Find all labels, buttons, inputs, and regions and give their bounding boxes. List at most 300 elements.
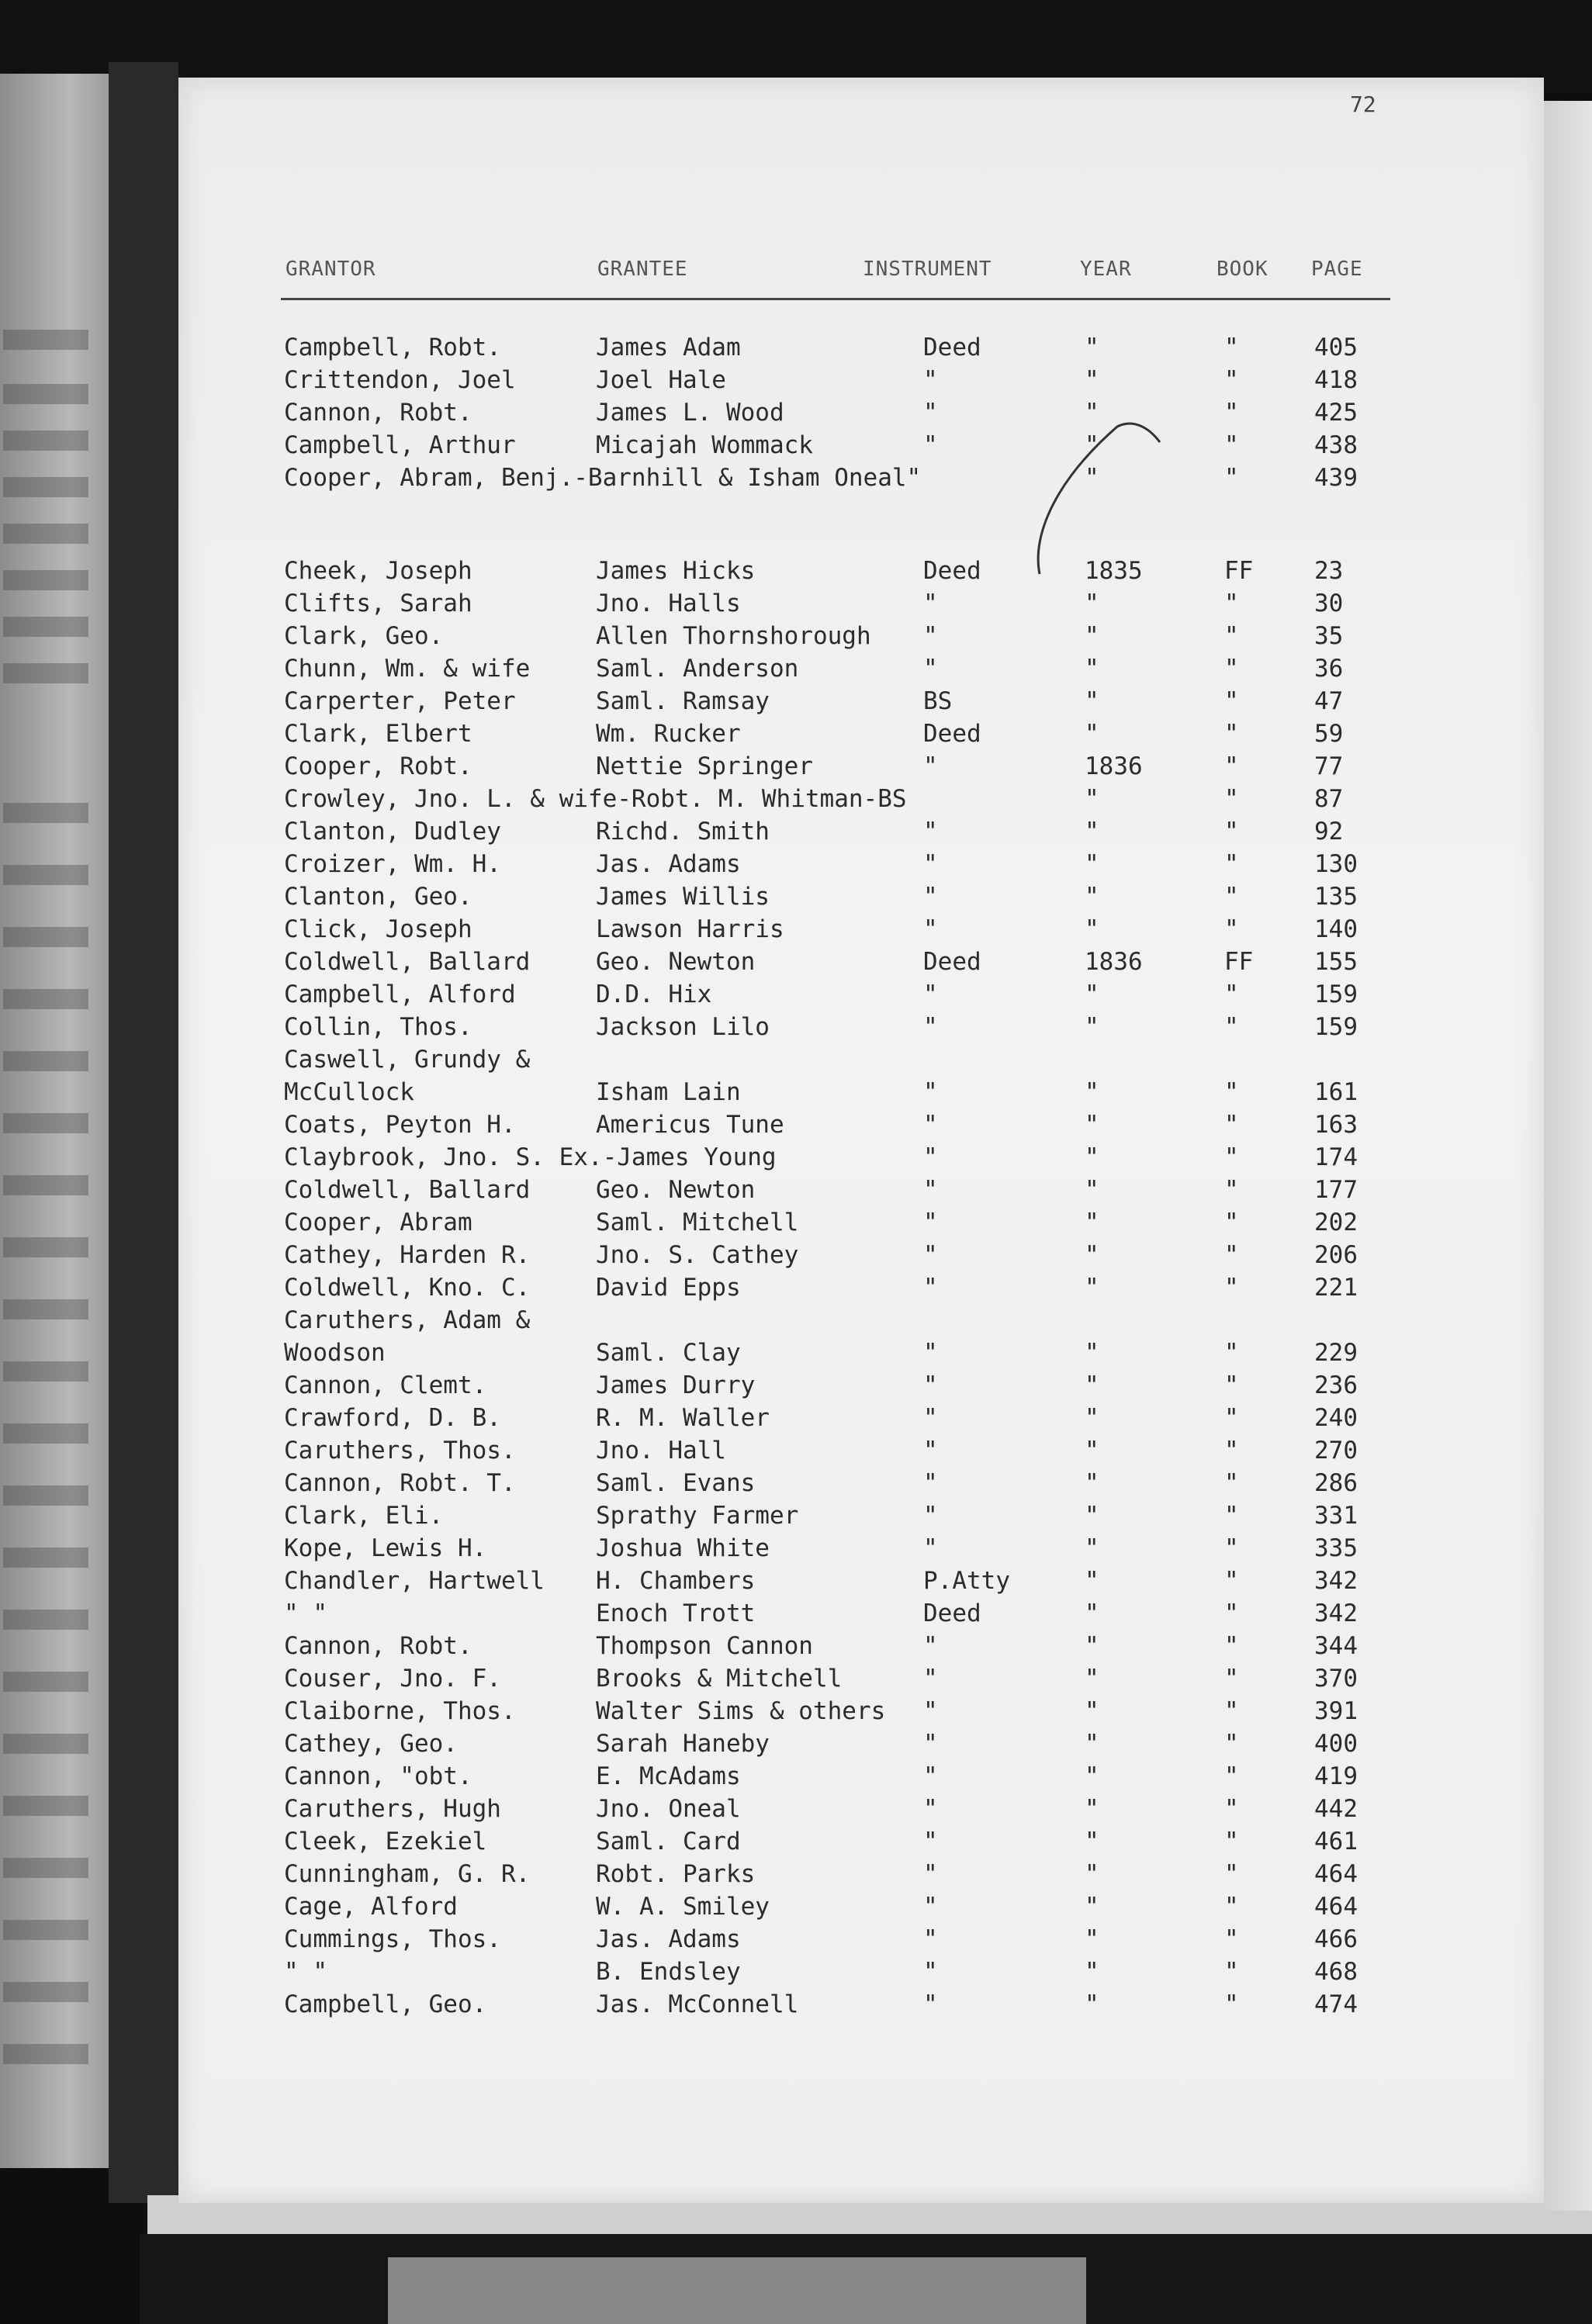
cell-instrument: " (923, 399, 938, 427)
table-row (0, 1893, 1592, 1925)
cell-grantee: H. Chambers (596, 1567, 756, 1595)
cell-grantor: Cathey, Geo. (284, 1730, 458, 1758)
cell-page: 400 (1314, 1730, 1358, 1758)
table-row (0, 818, 1592, 850)
table-row (0, 1632, 1592, 1665)
cell-book: " (1224, 1274, 1239, 1302)
cell-instrument: " (923, 1078, 938, 1106)
cell-page: 206 (1314, 1241, 1358, 1269)
cell-page: 159 (1314, 980, 1358, 1008)
cell-book: " (1224, 1209, 1239, 1236)
cell-instrument: " (923, 1828, 938, 1855)
cell-year: " (1085, 1567, 1099, 1595)
cell-book: " (1224, 1502, 1239, 1530)
cell-page: 177 (1314, 1176, 1358, 1204)
cell-book: " (1224, 818, 1239, 846)
cell-grantor: Chandler, Hartwell (284, 1567, 545, 1595)
cell-page: 439 (1314, 464, 1358, 492)
cell-grantee: Saml. Evans (596, 1469, 756, 1497)
page-number: 72 (1350, 92, 1376, 117)
header-grantor: GRANTOR (286, 258, 376, 281)
cell-book: " (1224, 1762, 1239, 1790)
table-row (0, 557, 1592, 590)
cell-book: " (1224, 1469, 1239, 1497)
cell-grantor: Woodson (284, 1339, 386, 1367)
cell-page: 370 (1314, 1665, 1358, 1693)
cell-grantor: Coldwell, Ballard (284, 948, 531, 976)
cell-grantor: Campbell, Alford (284, 980, 516, 1008)
cell-instrument: " (923, 1632, 938, 1660)
cell-page: 30 (1314, 590, 1344, 617)
header-book: BOOK (1216, 258, 1268, 281)
cell-grantor: Caswell, Grundy & (284, 1046, 531, 1074)
table-row (0, 1404, 1592, 1437)
cell-instrument: " (923, 1111, 938, 1139)
cell-instrument: " (923, 1371, 938, 1399)
cell-book: " (1224, 980, 1239, 1008)
cell-instrument: " (923, 1241, 938, 1269)
cell-year: " (1085, 1013, 1099, 1041)
cell-instrument: " (923, 1339, 938, 1367)
cell-instrument: " (923, 1762, 938, 1790)
cell-page: 391 (1314, 1697, 1358, 1725)
table-row (0, 1925, 1592, 1958)
table-row (0, 1046, 1592, 1078)
cell-page: 87 (1314, 785, 1344, 813)
cell-instrument: Deed (923, 1599, 981, 1627)
cell-book: " (1224, 1730, 1239, 1758)
cell-page: 47 (1314, 687, 1344, 715)
cell-page: 438 (1314, 431, 1358, 459)
table-row (0, 1697, 1592, 1730)
cell-instrument: " (923, 818, 938, 846)
cell-instrument: " (923, 752, 938, 780)
cell-year: " (1085, 334, 1099, 361)
cell-book: " (1224, 1665, 1239, 1693)
cell-grantee: R. M. Waller (596, 1404, 770, 1432)
cell-page: 342 (1314, 1599, 1358, 1627)
cell-grantor: " " (284, 1958, 327, 1986)
cell-grantor: Kope, Lewis H. (284, 1534, 487, 1562)
table-row (0, 334, 1592, 366)
cell-grantor: Coldwell, Kno. C. (284, 1274, 531, 1302)
cell-grantee: Saml. Anderson (596, 655, 799, 683)
cell-book: " (1224, 883, 1239, 911)
cell-year: " (1085, 1111, 1099, 1139)
table-row (0, 1013, 1592, 1046)
cell-page: 342 (1314, 1567, 1358, 1595)
cell-grantee: Thompson Cannon (596, 1632, 813, 1660)
table-row (0, 431, 1592, 464)
cell-instrument: " (923, 1730, 938, 1758)
cell-grantee: D.D. Hix (596, 980, 712, 1008)
cell-year: " (1085, 1437, 1099, 1465)
cell-grantee: W. A. Smiley (596, 1893, 770, 1921)
cell-grantee: David Epps (596, 1274, 741, 1302)
cell-book: " (1224, 1241, 1239, 1269)
cell-year: " (1085, 1828, 1099, 1855)
cell-grantee: B. Endsley (596, 1958, 741, 1986)
cell-year: " (1085, 687, 1099, 715)
cell-book: FF (1224, 948, 1254, 976)
cell-instrument: " (923, 655, 938, 683)
cell-year: " (1085, 366, 1099, 394)
cell-page: 36 (1314, 655, 1344, 683)
cell-page: 155 (1314, 948, 1358, 976)
cell-book: " (1224, 1860, 1239, 1888)
cell-book: " (1224, 1078, 1239, 1106)
cell-year: " (1085, 980, 1099, 1008)
cell-year: " (1085, 1371, 1099, 1399)
cell-year: " (1085, 1665, 1099, 1693)
cell-grantee: Joel Hale (596, 366, 726, 394)
cell-grantor: Caruthers, Thos. (284, 1437, 516, 1465)
cell-grantee: Jno. S. Cathey (596, 1241, 799, 1269)
cell-page: 77 (1314, 752, 1344, 780)
cell-book: " (1224, 655, 1239, 683)
cell-grantee: Walter Sims & others (596, 1697, 886, 1725)
cell-grantee: James Willis (596, 883, 770, 911)
cell-grantee: Americus Tune (596, 1111, 784, 1139)
header-page: PAGE (1311, 258, 1363, 281)
table-row (0, 366, 1592, 399)
cell-grantor: Cannon, "obt. (284, 1762, 472, 1790)
cell-year: " (1085, 399, 1099, 427)
table-row (0, 850, 1592, 883)
cell-grantor: Clanton, Geo. (284, 883, 472, 911)
cell-year: " (1085, 1958, 1099, 1986)
cell-page: 425 (1314, 399, 1358, 427)
cell-grantor: Clanton, Dudley (284, 818, 501, 846)
cell-grantee: Lawson Harris (596, 915, 784, 943)
cell-instrument: " (923, 431, 938, 459)
cell-grantor: Cathey, Harden R. (284, 1241, 531, 1269)
cell-grantee: Robt. Parks (596, 1860, 756, 1888)
table-row (0, 1371, 1592, 1404)
cell-grantor: Cummings, Thos. (284, 1925, 501, 1953)
cell-instrument: " (923, 1795, 938, 1823)
cell-instrument: " (923, 366, 938, 394)
cell-year: " (1085, 1893, 1099, 1921)
cell-grantor: Cheek, Joseph (284, 557, 472, 585)
cell-book: " (1224, 850, 1239, 878)
cell-grantee: Isham Lain (596, 1078, 741, 1106)
cell-grantee: James Durry (596, 1371, 756, 1399)
table-row (0, 1762, 1592, 1795)
cell-grantor: Claybrook, Jno. S. Ex.-James Young (284, 1143, 777, 1171)
cell-grantor: Collin, Thos. (284, 1013, 472, 1041)
cell-page: 270 (1314, 1437, 1358, 1465)
table-row (0, 1567, 1592, 1599)
cell-grantee: Joshua White (596, 1534, 770, 1562)
table-row (0, 399, 1592, 431)
cell-grantor: Campbell, Robt. (284, 334, 501, 361)
cell-instrument: " (923, 1502, 938, 1530)
cell-year: " (1085, 850, 1099, 878)
table-row (0, 720, 1592, 752)
cell-book: " (1224, 752, 1239, 780)
table-row (0, 1860, 1592, 1893)
cell-instrument: " (923, 883, 938, 911)
cell-year: " (1085, 1469, 1099, 1497)
cell-grantee: Jackson Lilo (596, 1013, 770, 1041)
cell-page: 335 (1314, 1534, 1358, 1562)
cell-year: 1836 (1085, 752, 1143, 780)
table-row (0, 1599, 1592, 1632)
cell-grantee: James Adam (596, 334, 741, 361)
table-row (0, 1111, 1592, 1143)
cell-page: 464 (1314, 1893, 1358, 1921)
cell-year: " (1085, 655, 1099, 683)
cell-instrument: P.Atty (923, 1567, 1010, 1595)
cell-year: " (1085, 1274, 1099, 1302)
cell-grantor: Coldwell, Ballard (284, 1176, 531, 1204)
cell-grantor: Croizer, Wm. H. (284, 850, 501, 878)
cell-page: 159 (1314, 1013, 1358, 1041)
cell-year: " (1085, 1339, 1099, 1367)
cell-instrument: Deed (923, 334, 981, 361)
cell-page: 331 (1314, 1502, 1358, 1530)
cell-book: " (1224, 1437, 1239, 1465)
cell-page: 202 (1314, 1209, 1358, 1236)
table-row (0, 1828, 1592, 1860)
cell-page: 240 (1314, 1404, 1358, 1432)
cell-book: " (1224, 1013, 1239, 1041)
cell-page: 419 (1314, 1762, 1358, 1790)
cell-instrument: " (923, 1990, 938, 2018)
cell-grantee: Sarah Haneby (596, 1730, 770, 1758)
table-row (0, 1143, 1592, 1176)
cell-book: " (1224, 915, 1239, 943)
cell-grantee: Richd. Smith (596, 818, 770, 846)
cell-grantee: Jas. Adams (596, 1925, 741, 1953)
cell-book: " (1224, 1925, 1239, 1953)
cell-grantee: Geo. Newton (596, 1176, 756, 1204)
table-row (0, 1306, 1592, 1339)
header-instrument: INSTRUMENT (863, 258, 992, 281)
cell-year: " (1085, 1404, 1099, 1432)
cell-grantee: Sprathy Farmer (596, 1502, 799, 1530)
cell-year: " (1085, 1632, 1099, 1660)
cell-grantee: Allen Thornshorough (596, 622, 871, 650)
cell-year: " (1085, 1241, 1099, 1269)
cell-instrument: Deed (923, 557, 981, 585)
cell-book: " (1224, 1828, 1239, 1855)
cell-instrument: " (923, 1437, 938, 1465)
cell-page: 229 (1314, 1339, 1358, 1367)
cell-grantor: Click, Joseph (284, 915, 472, 943)
cell-instrument: " (923, 1209, 938, 1236)
cell-page: 35 (1314, 622, 1344, 650)
table-row (0, 622, 1592, 655)
cell-grantor: Clark, Elbert (284, 720, 472, 748)
cell-grantor: Caruthers, Adam & (284, 1306, 531, 1334)
cell-grantee: Brooks & Mitchell (596, 1665, 843, 1693)
cell-book: " (1224, 464, 1239, 492)
cell-page: 130 (1314, 850, 1358, 878)
cell-year: " (1085, 590, 1099, 617)
cell-instrument: Deed (923, 948, 981, 976)
cell-year: " (1085, 1762, 1099, 1790)
cell-page: 23 (1314, 557, 1344, 585)
cell-page: 418 (1314, 366, 1358, 394)
cell-instrument: Deed (923, 720, 981, 748)
cell-grantee: Saml. Mitchell (596, 1209, 799, 1236)
cell-book: " (1224, 334, 1239, 361)
cell-page: 464 (1314, 1860, 1358, 1888)
cell-book: " (1224, 1404, 1239, 1432)
table-row (0, 1502, 1592, 1534)
cell-book: " (1224, 1371, 1239, 1399)
cell-grantor: Cannon, Robt. (284, 399, 472, 427)
cell-book: " (1224, 1632, 1239, 1660)
cell-page: 161 (1314, 1078, 1358, 1106)
cell-book: " (1224, 431, 1239, 459)
cell-grantee: Jno. Hall (596, 1437, 726, 1465)
cell-grantor: Coats, Peyton H. (284, 1111, 516, 1139)
cell-page: 344 (1314, 1632, 1358, 1660)
table-row (0, 464, 1592, 496)
cell-instrument: " (923, 622, 938, 650)
cell-book: " (1224, 1599, 1239, 1627)
cell-grantor: Crawford, D. B. (284, 1404, 501, 1432)
header-year: YEAR (1080, 258, 1132, 281)
cell-page: 92 (1314, 818, 1344, 846)
cell-instrument: " (923, 1665, 938, 1693)
cell-book: " (1224, 399, 1239, 427)
cell-year: " (1085, 622, 1099, 650)
cell-grantee: Jas. McConnell (596, 1990, 799, 2018)
cell-grantor: Cooper, Abram, Benj.-Barnhill & Isham Oneal" (284, 464, 922, 492)
cell-instrument: " (923, 1274, 938, 1302)
cell-year: " (1085, 1078, 1099, 1106)
cell-year: " (1085, 1599, 1099, 1627)
cell-page: 468 (1314, 1958, 1358, 1986)
cell-grantee: Jno. Halls (596, 590, 741, 617)
table-row (0, 1176, 1592, 1209)
cell-year: " (1085, 1697, 1099, 1725)
cell-book: " (1224, 1567, 1239, 1595)
cell-book: " (1224, 1534, 1239, 1562)
cell-grantee: Saml. Clay (596, 1339, 741, 1367)
cell-grantee: E. McAdams (596, 1762, 741, 1790)
cell-year: " (1085, 1730, 1099, 1758)
cell-instrument: BS (923, 687, 953, 715)
header-grantee: GRANTEE (597, 258, 688, 281)
cell-book: " (1224, 1176, 1239, 1204)
table-row (0, 1078, 1592, 1111)
cell-instrument: " (923, 1176, 938, 1204)
cell-page: 442 (1314, 1795, 1358, 1823)
cell-book: " (1224, 687, 1239, 715)
cell-year: " (1085, 818, 1099, 846)
cell-grantee: Enoch Trott (596, 1599, 756, 1627)
cell-instrument: " (923, 1469, 938, 1497)
cell-year: " (1085, 1176, 1099, 1204)
cell-page: 461 (1314, 1828, 1358, 1855)
cell-book: " (1224, 1990, 1239, 2018)
cell-page: 474 (1314, 1990, 1358, 2018)
table-row (0, 1730, 1592, 1762)
table-row (0, 1339, 1592, 1371)
cell-year: " (1085, 1209, 1099, 1236)
cell-page: 236 (1314, 1371, 1358, 1399)
cell-year: " (1085, 1143, 1099, 1171)
cell-instrument: " (923, 1860, 938, 1888)
table-row (0, 1665, 1592, 1697)
cell-grantee: Jno. Oneal (596, 1795, 741, 1823)
cell-grantee: James Hicks (596, 557, 756, 585)
cell-grantee: Wm. Rucker (596, 720, 741, 748)
table-row (0, 1469, 1592, 1502)
cell-page: 163 (1314, 1111, 1358, 1139)
cell-grantee: James L. Wood (596, 399, 784, 427)
cell-year: " (1085, 1534, 1099, 1562)
cell-grantor: Cannon, Robt. (284, 1632, 472, 1660)
cell-book: " (1224, 622, 1239, 650)
cell-grantor: Campbell, Arthur (284, 431, 516, 459)
cell-grantee: Jas. Adams (596, 850, 741, 878)
cell-book: " (1224, 1958, 1239, 1986)
table-row (0, 1437, 1592, 1469)
cell-page: 135 (1314, 883, 1358, 911)
cell-year: " (1085, 883, 1099, 911)
table-row (0, 883, 1592, 915)
table-row (0, 948, 1592, 980)
cell-year: " (1085, 1795, 1099, 1823)
cell-instrument: " (923, 980, 938, 1008)
cell-book: " (1224, 1339, 1239, 1367)
table-row (0, 785, 1592, 818)
table-row (0, 590, 1592, 622)
cell-grantor: Cannon, Clemt. (284, 1371, 487, 1399)
cell-book: " (1224, 1893, 1239, 1921)
table-row (0, 1241, 1592, 1274)
cell-book: " (1224, 720, 1239, 748)
cell-instrument: " (923, 850, 938, 878)
cell-grantor: Chunn, Wm. & wife (284, 655, 531, 683)
table-row (0, 687, 1592, 720)
cell-grantee: Nettie Springer (596, 752, 813, 780)
cell-year: " (1085, 1860, 1099, 1888)
cell-book: " (1224, 785, 1239, 813)
cell-year: " (1085, 431, 1099, 459)
cell-year: " (1085, 1990, 1099, 2018)
cell-book: FF (1224, 557, 1254, 585)
cell-book: " (1224, 1143, 1239, 1171)
cell-instrument: " (923, 1958, 938, 1986)
cell-grantor: Cleek, Ezekiel (284, 1828, 487, 1855)
cell-grantor: Cunningham, G. R. (284, 1860, 531, 1888)
cell-year: 1836 (1085, 948, 1143, 976)
cell-grantor: Claiborne, Thos. (284, 1697, 516, 1725)
table-row (0, 1795, 1592, 1828)
cell-instrument: " (923, 1143, 938, 1171)
cell-year: " (1085, 915, 1099, 943)
cell-instrument: " (923, 1534, 938, 1562)
cell-grantor: Carperter, Peter (284, 687, 516, 715)
cell-grantor: Couser, Jno. F. (284, 1665, 501, 1693)
cell-grantor: Cooper, Robt. (284, 752, 472, 780)
cell-book: " (1224, 1795, 1239, 1823)
cell-grantor: Caruthers, Hugh (284, 1795, 501, 1823)
cell-year: " (1085, 1502, 1099, 1530)
cell-instrument: " (923, 1893, 938, 1921)
cell-grantor: Cannon, Robt. T. (284, 1469, 516, 1497)
table-row (0, 1209, 1592, 1241)
cell-book: " (1224, 1111, 1239, 1139)
cell-grantor: Clark, Geo. (284, 622, 444, 650)
